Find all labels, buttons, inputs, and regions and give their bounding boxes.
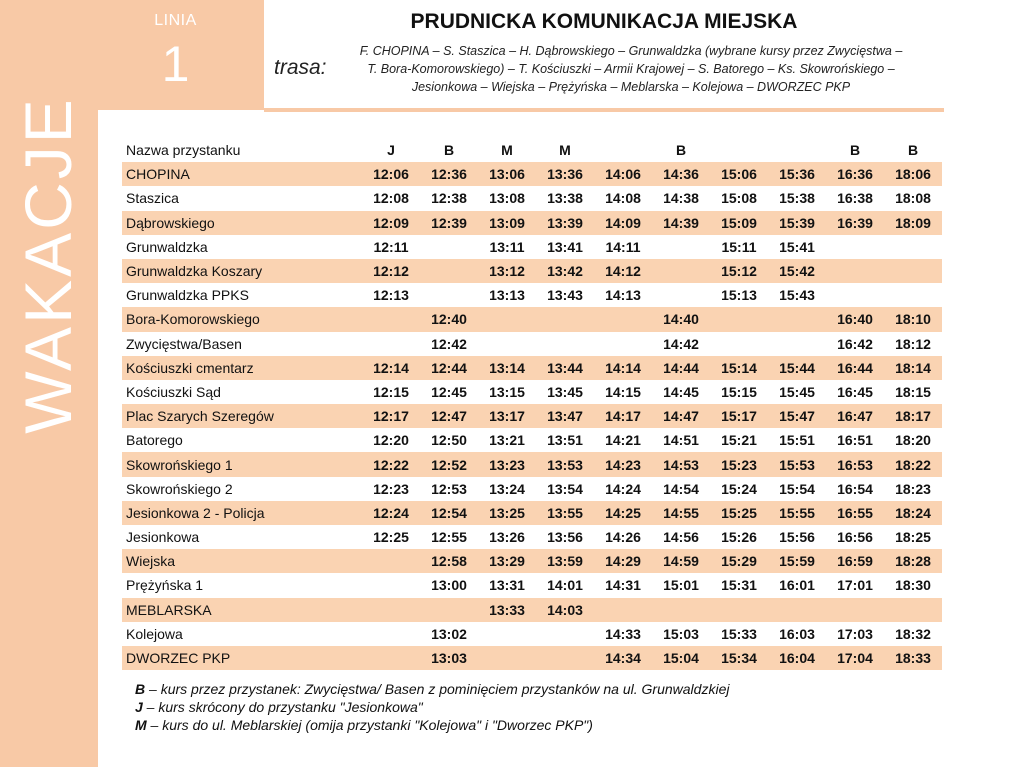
departure-time: 17:01 bbox=[837, 577, 873, 594]
timetable-body bbox=[122, 162, 942, 670]
header-divider bbox=[264, 108, 944, 112]
departure-time: 16:04 bbox=[768, 646, 826, 670]
departure-time bbox=[826, 598, 884, 622]
departure-time: 12:44 bbox=[420, 356, 478, 380]
departure-time bbox=[710, 307, 768, 331]
departure-time bbox=[478, 646, 536, 670]
departure-time bbox=[536, 332, 594, 356]
legend-text: – kurs skrócony do przystanku "Jesionkowa" bbox=[142, 699, 423, 715]
departure-time: 13:15 bbox=[489, 383, 525, 400]
stop-name: Kościuszki cmentarz bbox=[122, 356, 362, 380]
departure-time: 14:09 bbox=[594, 211, 652, 235]
departure-time: 14:03 bbox=[536, 598, 594, 622]
departure-time bbox=[362, 573, 420, 597]
departure-time: 13:42 bbox=[536, 259, 594, 283]
course-code-header bbox=[594, 138, 652, 162]
departure-time bbox=[420, 283, 478, 307]
departure-time bbox=[594, 332, 652, 356]
departure-time: 13:45 bbox=[547, 383, 583, 400]
page-title: PRUDNICKA KOMUNIKACJA MIEJSKA bbox=[410, 10, 798, 33]
departure-time: 15:08 bbox=[721, 190, 757, 207]
departure-time: 15:26 bbox=[721, 529, 757, 546]
departure-time: 13:12 bbox=[478, 259, 536, 283]
departure-time: 13:55 bbox=[536, 501, 594, 525]
line-number: 1 bbox=[161, 36, 190, 92]
departure-time bbox=[362, 332, 420, 356]
departure-time: 18:25 bbox=[895, 529, 931, 546]
departure-time: 16:03 bbox=[779, 625, 815, 642]
table-row bbox=[122, 573, 942, 597]
departure-time: 13:02 bbox=[431, 625, 467, 642]
legend-text: – kurs do ul. Meblarskiej (omija przystanki "Kolejowa" i "Dworzec PKP") bbox=[146, 717, 593, 733]
departure-time bbox=[420, 598, 478, 622]
departure-time: 12:24 bbox=[362, 501, 420, 525]
stop-name: Wiejska bbox=[122, 549, 362, 573]
departure-time: 12:52 bbox=[420, 452, 478, 476]
course-code-header: M bbox=[501, 142, 513, 159]
departure-time: 15:17 bbox=[710, 404, 768, 428]
course-code-header: B bbox=[675, 142, 687, 159]
table-row bbox=[122, 356, 942, 380]
departure-time: 16:55 bbox=[826, 501, 884, 525]
header-row bbox=[122, 138, 942, 162]
departure-time: 15:51 bbox=[779, 432, 815, 449]
departure-time: 15:42 bbox=[768, 259, 826, 283]
departure-time: 14:17 bbox=[594, 404, 652, 428]
departure-time: 14:42 bbox=[663, 335, 699, 352]
legend-text: – kurs przez przystanek: Zwycięstwa/ Basen z pominięciem przystanków na ul. Grunwaldzkiej bbox=[145, 681, 730, 697]
stop-name: Skowrońskiego 2 bbox=[126, 480, 233, 497]
departure-time: 16:38 bbox=[837, 190, 873, 207]
departure-time bbox=[710, 332, 768, 356]
legend-item bbox=[135, 716, 935, 734]
stop-name-header: Nazwa przystanku bbox=[126, 142, 241, 159]
departure-time: 14:26 bbox=[605, 529, 641, 546]
departure-time: 14:55 bbox=[652, 501, 710, 525]
table-row bbox=[122, 501, 942, 525]
departure-time: 14:47 bbox=[652, 404, 710, 428]
departure-time: 16:01 bbox=[779, 577, 815, 594]
departure-time: 16:36 bbox=[826, 162, 884, 186]
departure-time: 13:26 bbox=[489, 529, 525, 546]
stop-name: MEBLARSKA bbox=[122, 598, 362, 622]
stop-name: Jesionkowa bbox=[126, 529, 200, 546]
departure-time: 12:12 bbox=[362, 259, 420, 283]
departure-time: 13:29 bbox=[478, 549, 536, 573]
course-code-header: J bbox=[387, 142, 395, 159]
departure-time: 18:30 bbox=[895, 577, 931, 594]
departure-time bbox=[420, 235, 478, 259]
departure-time: 16:56 bbox=[837, 529, 873, 546]
legend-code: B bbox=[135, 681, 146, 697]
stop-name: Jesionkowa 2 - Policja bbox=[122, 501, 362, 525]
departure-time bbox=[884, 283, 942, 307]
departure-time: 12:25 bbox=[373, 529, 409, 546]
departure-time: 12:40 bbox=[420, 307, 478, 331]
departure-time: 18:28 bbox=[884, 549, 942, 573]
departure-time: 12:11 bbox=[373, 238, 409, 255]
departure-time: 18:32 bbox=[895, 625, 931, 642]
departure-time: 15:39 bbox=[768, 211, 826, 235]
departure-time bbox=[652, 283, 710, 307]
departure-time bbox=[478, 307, 536, 331]
departure-time: 13:41 bbox=[547, 238, 583, 255]
departure-time: 16:44 bbox=[826, 356, 884, 380]
departure-time: 14:33 bbox=[605, 625, 641, 642]
departure-time: 12:39 bbox=[420, 211, 478, 235]
departure-time: 15:15 bbox=[721, 383, 757, 400]
departure-time: 15:56 bbox=[779, 529, 815, 546]
legend-code: M bbox=[135, 717, 147, 733]
route-line: Jesionkowa – Wiejska – Prężyńska – Meblarska – Kolejowa – DWORZEC PKP bbox=[411, 80, 851, 94]
departure-time: 17:03 bbox=[837, 625, 873, 642]
departure-time: 15:33 bbox=[721, 625, 757, 642]
stop-name: Staszica bbox=[126, 190, 179, 207]
departure-time bbox=[362, 598, 420, 622]
departure-time: 12:54 bbox=[420, 501, 478, 525]
departure-time bbox=[652, 259, 710, 283]
departure-time: 16:54 bbox=[837, 480, 873, 497]
departure-time: 13:17 bbox=[478, 404, 536, 428]
departure-time bbox=[884, 259, 942, 283]
departure-time: 15:36 bbox=[768, 162, 826, 186]
departure-time bbox=[478, 332, 536, 356]
departure-time: 15:01 bbox=[663, 577, 699, 594]
course-code-header: B bbox=[849, 142, 861, 159]
departure-time: 15:04 bbox=[652, 646, 710, 670]
departure-time: 12:22 bbox=[362, 452, 420, 476]
departure-time: 12:55 bbox=[431, 529, 467, 546]
departure-time: 12:47 bbox=[420, 404, 478, 428]
departure-time: 12:50 bbox=[431, 432, 467, 449]
departure-time: 15:47 bbox=[768, 404, 826, 428]
departure-time: 15:45 bbox=[779, 383, 815, 400]
table-row bbox=[122, 186, 942, 210]
departure-time: 16:59 bbox=[826, 549, 884, 573]
departure-time: 13:31 bbox=[489, 577, 525, 594]
departure-time: 13:47 bbox=[536, 404, 594, 428]
departure-time: 14:44 bbox=[652, 356, 710, 380]
table-row bbox=[122, 428, 942, 452]
departure-time: 15:14 bbox=[710, 356, 768, 380]
departure-time: 15:21 bbox=[721, 432, 757, 449]
departure-time: 18:24 bbox=[884, 501, 942, 525]
departure-time: 14:14 bbox=[594, 356, 652, 380]
departure-time: 16:47 bbox=[826, 404, 884, 428]
table-row bbox=[122, 477, 942, 501]
route-description bbox=[344, 42, 918, 96]
departure-time: 14:39 bbox=[652, 211, 710, 235]
departure-time: 15:03 bbox=[663, 625, 699, 642]
departure-time: 14:24 bbox=[605, 480, 641, 497]
table-row bbox=[122, 646, 942, 670]
table-row bbox=[122, 549, 942, 573]
departure-time: 14:45 bbox=[663, 383, 699, 400]
departure-time: 18:20 bbox=[895, 432, 931, 449]
departure-time bbox=[884, 235, 942, 259]
departure-time: 15:44 bbox=[768, 356, 826, 380]
departure-time: 16:45 bbox=[837, 383, 873, 400]
departure-time: 12:42 bbox=[431, 335, 467, 352]
departure-time: 16:42 bbox=[837, 335, 873, 352]
stop-name: Skowrońskiego 1 bbox=[122, 452, 362, 476]
departure-time: 15:23 bbox=[710, 452, 768, 476]
departure-time: 12:08 bbox=[373, 190, 409, 207]
departure-time bbox=[768, 598, 826, 622]
departure-time: 13:39 bbox=[536, 211, 594, 235]
table-row bbox=[122, 525, 942, 549]
table-row bbox=[122, 162, 942, 186]
departure-time: 14:59 bbox=[652, 549, 710, 573]
course-code-header: M bbox=[559, 142, 571, 159]
departure-time: 18:33 bbox=[884, 646, 942, 670]
route-line: T. Bora-Komorowskiego) – T. Kościuszki – Armii Krajowej – S. Batorego – Ks. Skowrońskiego – bbox=[367, 62, 895, 76]
departure-time: 15:13 bbox=[721, 287, 757, 304]
departure-time: 13:11 bbox=[489, 238, 525, 255]
departure-time: 15:29 bbox=[710, 549, 768, 573]
stop-name: Kościuszki Sąd bbox=[126, 383, 221, 400]
departure-time bbox=[536, 646, 594, 670]
departure-time bbox=[420, 259, 478, 283]
departure-time: 14:40 bbox=[652, 307, 710, 331]
departure-time bbox=[478, 622, 536, 646]
departure-time: 13:03 bbox=[420, 646, 478, 670]
departure-time: 12:38 bbox=[431, 190, 467, 207]
departure-time: 14:36 bbox=[652, 162, 710, 186]
departure-time: 14:12 bbox=[594, 259, 652, 283]
stop-name: Grunwaldzka Koszary bbox=[122, 259, 362, 283]
legend bbox=[135, 680, 935, 734]
departure-time bbox=[652, 598, 710, 622]
departure-time: 15:11 bbox=[721, 238, 757, 255]
departure-time: 13:09 bbox=[478, 211, 536, 235]
table-row bbox=[122, 283, 942, 307]
departure-time: 18:08 bbox=[895, 190, 931, 207]
table-row bbox=[122, 259, 942, 283]
departure-time: 13:14 bbox=[478, 356, 536, 380]
departure-time: 13:06 bbox=[478, 162, 536, 186]
departure-time: 13:08 bbox=[489, 190, 525, 207]
departure-time: 13:54 bbox=[547, 480, 583, 497]
departure-time bbox=[362, 646, 420, 670]
departure-time bbox=[826, 235, 884, 259]
departure-time: 14:23 bbox=[594, 452, 652, 476]
departure-time: 13:59 bbox=[536, 549, 594, 573]
departure-time: 13:00 bbox=[431, 577, 467, 594]
departure-time: 13:33 bbox=[478, 598, 536, 622]
departure-time: 14:51 bbox=[663, 432, 699, 449]
departure-time: 15:43 bbox=[779, 287, 815, 304]
departure-time: 15:25 bbox=[710, 501, 768, 525]
departure-time: 12:36 bbox=[420, 162, 478, 186]
table-row bbox=[122, 452, 942, 476]
stop-name: Bora-Komorowskiego bbox=[122, 307, 362, 331]
departure-time: 15:54 bbox=[779, 480, 815, 497]
stop-name: Plac Szarych Szeregów bbox=[122, 404, 362, 428]
departure-time: 12:14 bbox=[362, 356, 420, 380]
departure-time: 14:38 bbox=[663, 190, 699, 207]
departure-time: 15:38 bbox=[779, 190, 815, 207]
departure-time: 18:09 bbox=[884, 211, 942, 235]
departure-time bbox=[710, 598, 768, 622]
departure-time: 18:15 bbox=[895, 383, 931, 400]
departure-time bbox=[362, 307, 420, 331]
stop-name: DWORZEC PKP bbox=[122, 646, 362, 670]
table-row bbox=[122, 622, 942, 646]
departure-time: 14:15 bbox=[605, 383, 641, 400]
departure-time: 12:23 bbox=[373, 480, 409, 497]
departure-time: 12:53 bbox=[431, 480, 467, 497]
departure-time bbox=[594, 307, 652, 331]
table-row bbox=[122, 235, 942, 259]
departure-time: 15:59 bbox=[768, 549, 826, 573]
departure-time: 12:45 bbox=[431, 383, 467, 400]
departure-time: 18:23 bbox=[895, 480, 931, 497]
departure-time: 14:01 bbox=[547, 577, 583, 594]
stop-name: Zwycięstwa/Basen bbox=[126, 335, 242, 352]
departure-time: 15:34 bbox=[710, 646, 768, 670]
stop-name: Batorego bbox=[126, 432, 183, 449]
departure-time: 15:41 bbox=[779, 238, 815, 255]
departure-time: 13:56 bbox=[547, 529, 583, 546]
departure-time: 13:36 bbox=[536, 162, 594, 186]
course-code-header bbox=[768, 138, 826, 162]
course-code-header: B bbox=[907, 142, 919, 159]
route-line: F. CHOPINA – S. Staszica – H. Dąbrowskiego – Grunwaldzka (wybrane kursy przez Zwycięstwa – bbox=[359, 44, 903, 58]
stop-name: Grunwaldzka PPKS bbox=[126, 287, 249, 304]
departure-time: 13:44 bbox=[536, 356, 594, 380]
line-label: LINIA bbox=[154, 12, 197, 29]
departure-time: 16:51 bbox=[837, 432, 873, 449]
stop-name: Grunwaldzka bbox=[126, 238, 208, 255]
departure-time bbox=[536, 622, 594, 646]
departure-time: 14:53 bbox=[652, 452, 710, 476]
departure-time: 14:25 bbox=[594, 501, 652, 525]
departure-time: 15:09 bbox=[710, 211, 768, 235]
departure-time bbox=[768, 332, 826, 356]
departure-time: 16:53 bbox=[826, 452, 884, 476]
stop-name: Dąbrowskiego bbox=[122, 211, 362, 235]
stop-name: Prężyńska 1 bbox=[126, 577, 204, 594]
departure-time bbox=[884, 598, 942, 622]
departure-time: 12:20 bbox=[373, 432, 409, 449]
departure-time: 12:09 bbox=[362, 211, 420, 235]
table-row bbox=[122, 380, 942, 404]
departure-time bbox=[768, 307, 826, 331]
departure-time: 12:17 bbox=[362, 404, 420, 428]
departure-time: 14:56 bbox=[663, 529, 699, 546]
departure-time: 12:15 bbox=[373, 383, 409, 400]
departure-time: 13:13 bbox=[489, 287, 525, 304]
table-row bbox=[122, 307, 942, 331]
season-label: WAKACJE bbox=[11, 96, 85, 434]
course-code-header: B bbox=[443, 142, 455, 159]
departure-time: 13:38 bbox=[547, 190, 583, 207]
table-row bbox=[122, 332, 942, 356]
departure-time: 14:21 bbox=[605, 432, 641, 449]
departure-time: 18:10 bbox=[884, 307, 942, 331]
route-label: trasa: bbox=[274, 56, 327, 79]
timetable bbox=[122, 138, 942, 670]
departure-time: 14:34 bbox=[594, 646, 652, 670]
table-row bbox=[122, 211, 942, 235]
departure-time: 18:12 bbox=[895, 335, 931, 352]
departure-time bbox=[652, 235, 710, 259]
departure-time bbox=[594, 598, 652, 622]
table-row bbox=[122, 404, 942, 428]
departure-time bbox=[362, 549, 420, 573]
departure-time: 18:17 bbox=[884, 404, 942, 428]
departure-time bbox=[362, 622, 420, 646]
departure-time: 13:24 bbox=[489, 480, 525, 497]
departure-time: 14:31 bbox=[605, 577, 641, 594]
departure-time: 15:31 bbox=[721, 577, 757, 594]
departure-time: 14:11 bbox=[605, 238, 641, 255]
legend-code: J bbox=[135, 699, 143, 715]
departure-time: 14:29 bbox=[594, 549, 652, 573]
departure-time: 13:43 bbox=[547, 287, 583, 304]
departure-time: 13:25 bbox=[478, 501, 536, 525]
departure-time: 12:06 bbox=[362, 162, 420, 186]
departure-time: 14:13 bbox=[605, 287, 641, 304]
stop-name: Kolejowa bbox=[126, 625, 183, 642]
departure-time: 15:06 bbox=[710, 162, 768, 186]
departure-time: 18:06 bbox=[884, 162, 942, 186]
departure-time: 14:54 bbox=[663, 480, 699, 497]
course-code-header bbox=[710, 138, 768, 162]
departure-time: 17:04 bbox=[826, 646, 884, 670]
departure-time bbox=[826, 283, 884, 307]
departure-time: 15:55 bbox=[768, 501, 826, 525]
departure-time: 18:22 bbox=[884, 452, 942, 476]
departure-time bbox=[826, 259, 884, 283]
departure-time bbox=[536, 307, 594, 331]
table-row bbox=[122, 598, 942, 622]
departure-time: 13:23 bbox=[478, 452, 536, 476]
departure-time: 16:40 bbox=[826, 307, 884, 331]
departure-time: 15:24 bbox=[721, 480, 757, 497]
departure-time: 15:12 bbox=[710, 259, 768, 283]
departure-time: 13:21 bbox=[489, 432, 525, 449]
departure-time: 18:14 bbox=[884, 356, 942, 380]
departure-time: 12:13 bbox=[373, 287, 409, 304]
departure-time: 14:06 bbox=[594, 162, 652, 186]
departure-time: 16:39 bbox=[826, 211, 884, 235]
departure-time: 15:53 bbox=[768, 452, 826, 476]
departure-time: 12:58 bbox=[420, 549, 478, 573]
legend-item bbox=[135, 698, 935, 716]
departure-time: 13:51 bbox=[547, 432, 583, 449]
stop-name: CHOPINA bbox=[122, 162, 362, 186]
departure-time: 13:53 bbox=[536, 452, 594, 476]
legend-item bbox=[135, 680, 935, 698]
departure-time: 14:08 bbox=[605, 190, 641, 207]
